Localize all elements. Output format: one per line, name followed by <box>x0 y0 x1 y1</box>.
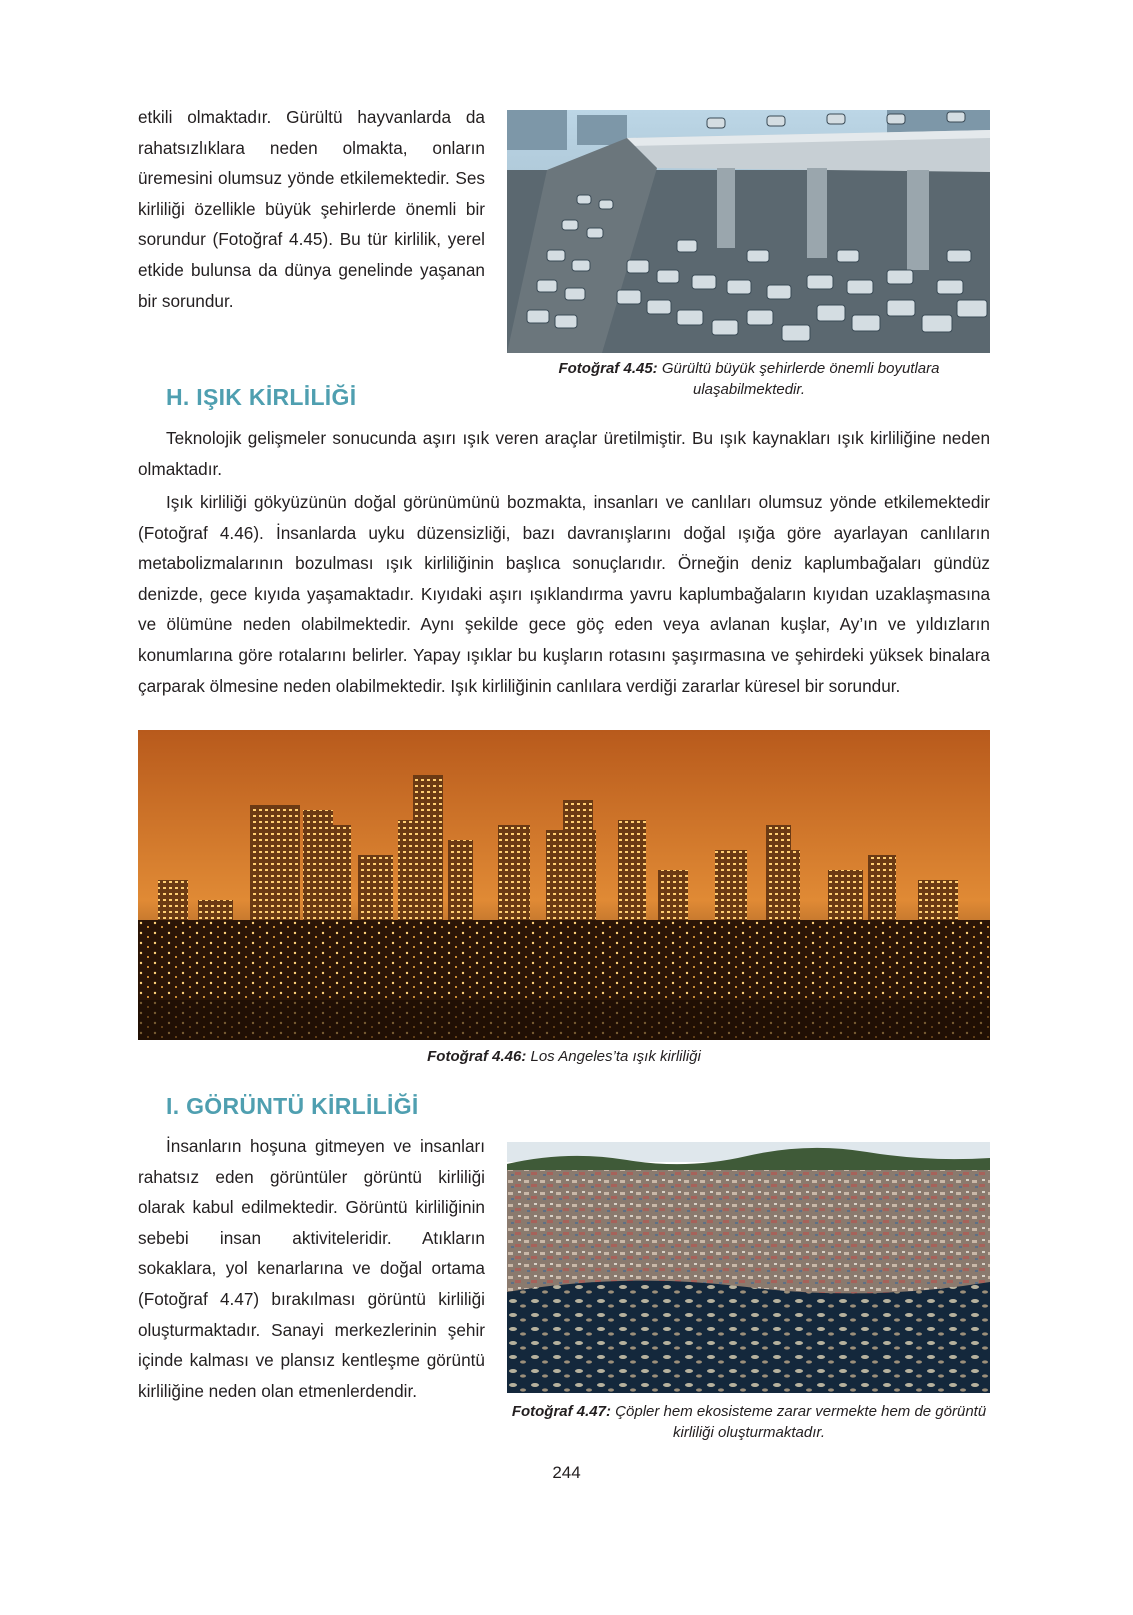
traffic-illustration <box>507 110 990 353</box>
section-heading-visual-pollution: I. GÖRÜNTÜ KİRLİLİĞİ <box>166 1093 419 1119</box>
visual-pollution-paragraph: İnsanların hoşuna gitmeyen ve insanları rahatsız eden görüntüler görüntü kirliliği olarak kabul edilmektedir. Görüntü kirliliğinin sebebi insan aktiviteleridir. Atıkların sokaklara, yol kenarlarına ve doğal ortama (Fotoğraf 4.47) bırakılması görüntü kirliliği oluşturmaktadır. Sanayi merkezlerinin şehir içinde kalması ve plansız kentleşme görüntü kirliliğine neden olan etmenlerdendir. <box>138 1136 485 1401</box>
caption-text: Gürültü büyük şehirlerde önemli boyutlara ulaşabilmektedir. <box>661 360 940 398</box>
caption-label: Fotoğraf 4.46: <box>427 1048 527 1065</box>
intro-paragraph: etkili olmaktadır. Gürültü hayvanlarda da rahatsızlıklara neden olmakta, onların üremesini olumsuz yönde etkilemektedir. Ses kirliliği özellikle büyük şehirlerde önemli bir sorundur (Fotoğraf 4.45). Bu tür kirlilik, yerel etkide bulunsa da dünya genelinde yaşanan bir sorundur. <box>138 107 485 311</box>
caption-label: Fotoğraf 4.45: <box>558 360 658 377</box>
section-heading-light-pollution: H. IŞIK KİRLİLİĞİ <box>166 384 357 410</box>
garbage-illustration <box>507 1142 990 1393</box>
city-night-illustration <box>138 730 990 1040</box>
photo-garbage-dump <box>507 1142 990 1393</box>
page-number: 244 <box>552 1463 581 1482</box>
caption-photo-446 <box>138 1046 990 1067</box>
caption-label: Fotoğraf 4.47: <box>511 1403 611 1420</box>
caption-text: Çöpler hem ekosisteme zarar vermekte hem de görüntü kirliliği oluşturmaktadır. <box>615 1403 987 1441</box>
photo-los-angeles-night <box>138 730 990 1040</box>
light-pollution-paragraph-2: Işık kirliliği gökyüzünün doğal görünümünü bozmakta, insanları ve canlıları olumsuz yönde etkilemektedir (Fotoğraf 4.46). İnsanlarda uyku düzensizliği, bazı davranışlarını doğal ışığa göre ayarlayan canlıların metabolizmalarının bozulması ışık kirliliğinin başlıca sonuçlarıdır. Örneğin deniz kaplumbağaları gündüz denizde, gece kıyıda yaşamaktadır. Kıyıdaki aşırı ışıklandırma yavru kaplumbağaların kıyıdan uzaklaşmasına ve ölümüne neden olabilmektedir. Aynı şekilde gece göç eden veya avlanan kuşlar, Ay’ın ve yıldızların konumlarına göre rotalarını belirler. Yapay ışıklar bu kuşların rotasını şaşırmasına ve şehirdeki yüksek binalara çarparak ölmesine neden olabilmektedir. Işık kirliliğinin canlılara verdiği zararlar küresel bir sorundur. <box>138 492 990 696</box>
photo-traffic <box>507 110 990 353</box>
light-pollution-paragraph-1: Teknolojik gelişmeler sonucunda aşırı ışık veren araçlar üretilmiştir. Bu ışık kaynakları ışık kirliliğine neden olmaktadır. <box>138 428 990 479</box>
caption-text: Los Angeles’ta ışık kirliliği <box>530 1048 701 1065</box>
caption-photo-445 <box>510 358 988 400</box>
caption-photo-447 <box>510 1401 988 1443</box>
